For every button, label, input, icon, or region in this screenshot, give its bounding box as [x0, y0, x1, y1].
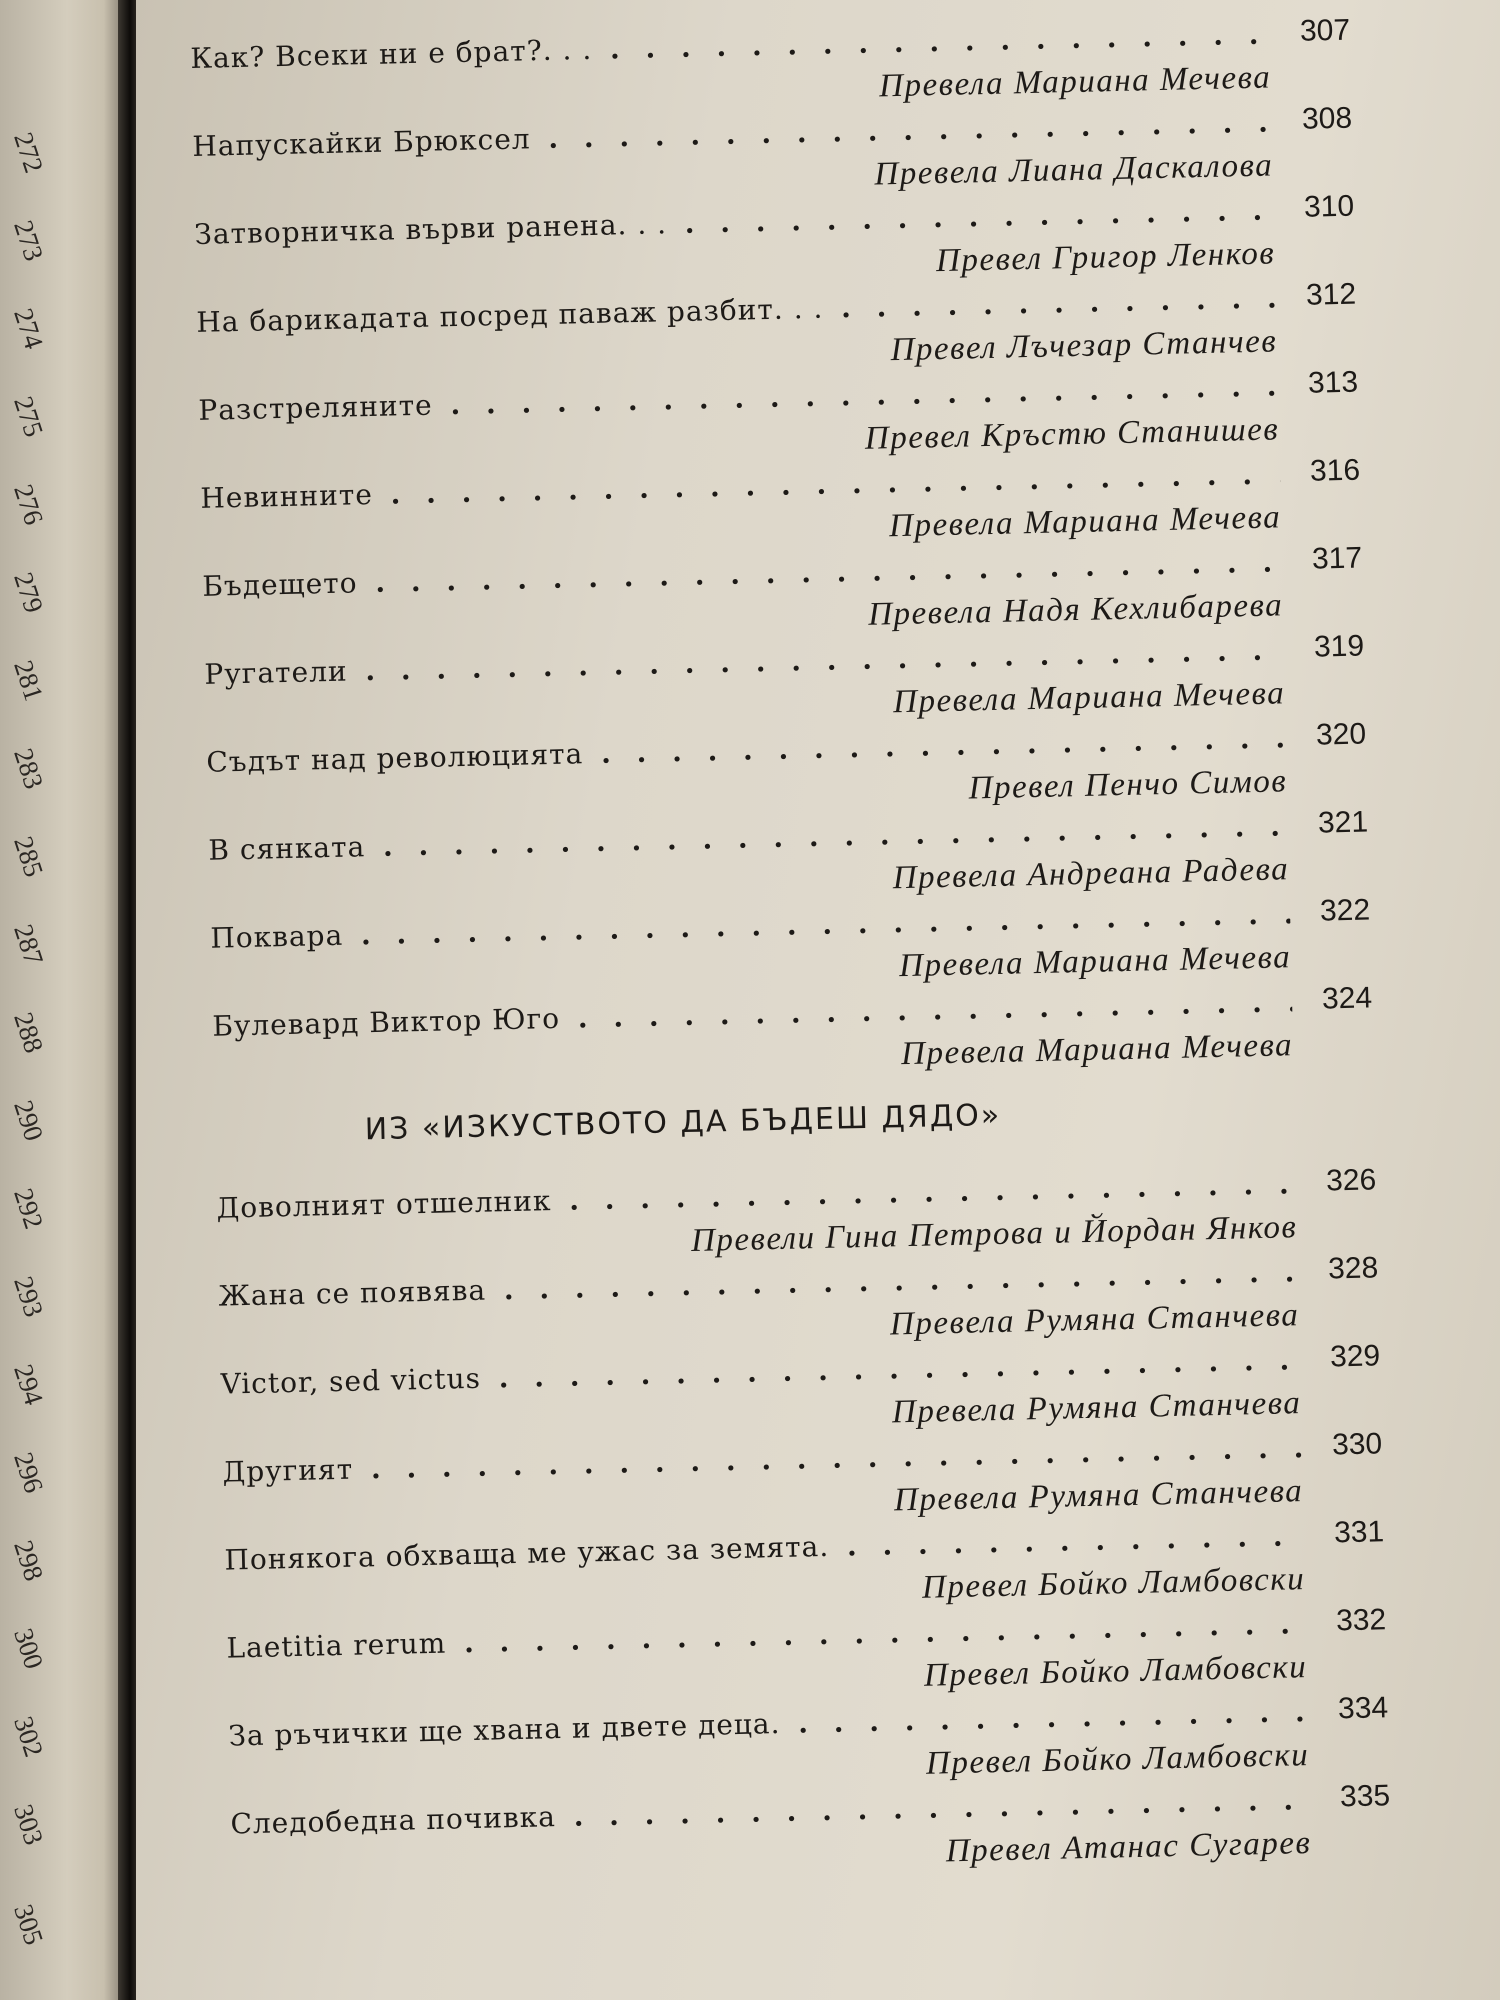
page-number: 322: [1319, 893, 1371, 928]
poem-title: Булевард Виктор Юго . . .: [212, 985, 1293, 1055]
translator-credit: Превел Бойко Ламбовски: [921, 1561, 1306, 1606]
left-page-number: 292: [8, 1184, 50, 1233]
left-page-number: 285: [8, 832, 50, 881]
page-number: 307: [1299, 13, 1351, 48]
translator-credit: Превела Андреана Радева: [892, 851, 1290, 897]
poem-title: Напускайки Брюксел . . .: [192, 105, 1273, 175]
poem-title: Следобедна почивка . . .: [230, 1783, 1311, 1853]
left-page-number: 302: [8, 1712, 50, 1761]
translator-credit: Превела Мариана Мечева: [888, 499, 1282, 545]
translator-credit: Превел Пенчо Симов: [968, 763, 1288, 807]
poem-title: В сянката . . .: [208, 809, 1289, 879]
page-number: 316: [1309, 453, 1361, 488]
left-page-number: 293: [8, 1272, 50, 1321]
translator-credit: Превел Бойко Ламбовски: [923, 1649, 1308, 1694]
poem-title: Ругатели . . .: [204, 633, 1285, 703]
left-page-number: 281: [8, 656, 50, 705]
poem-title: Понякога обхваща ме ужас за земята. . . .: [224, 1519, 1305, 1589]
poem-title: Разстреляните . . .: [198, 369, 1279, 439]
translator-credit: Превела Лиана Даскалова: [874, 147, 1274, 193]
left-page-number: 288: [8, 1008, 50, 1057]
left-page-number: 305: [8, 1900, 50, 1949]
translator-credit: Превели Гина Петрова и Йордан Янков: [690, 1209, 1298, 1259]
page-number: 331: [1333, 1515, 1385, 1550]
page-number: 310: [1303, 189, 1355, 224]
translator-credit: Превела Румяна Станчева: [889, 1297, 1300, 1343]
translator-credit: Превела Мариана Мечева: [892, 675, 1286, 721]
left-page-number: 276: [8, 480, 50, 529]
left-page-number: 294: [8, 1360, 50, 1409]
page-number: 326: [1325, 1163, 1377, 1198]
translator-credit: Превела Мариана Мечева: [900, 1027, 1294, 1073]
left-page-number: 290: [8, 1096, 50, 1145]
poem-title: Затворничка върви ранена. . . . . .: [194, 193, 1275, 263]
poem-title: На барикадата посред паваж разбит. . . . . .: [196, 281, 1277, 351]
translator-credit: Превела Румяна Станчева: [893, 1473, 1304, 1519]
section-heading: ИЗ «ИЗКУСТВОТО ДА БЪДЕШ ДЯДО»: [364, 1097, 1002, 1148]
page-number: 319: [1313, 629, 1365, 664]
page-number: 329: [1329, 1339, 1381, 1374]
left-page-number: 279: [8, 568, 50, 617]
left-page-edge: [0, 0, 122, 2000]
page-number: 312: [1305, 277, 1357, 312]
left-page-number: 275: [8, 392, 50, 441]
translator-credit: Превел Бойко Ламбовски: [925, 1737, 1310, 1782]
left-page-number: 283: [8, 744, 50, 793]
poem-title: Victor, sed victus . . .: [220, 1343, 1301, 1413]
poem-title: Laetitia rerum . . .: [226, 1607, 1307, 1677]
translator-credit: Превела Мариана Мечева: [878, 59, 1272, 105]
left-page-number: 274: [8, 304, 50, 353]
translator-credit: Превела Надя Кехлибарева: [867, 587, 1284, 633]
left-page-number: 272: [8, 128, 50, 177]
poem-title: За ръчички ще хвана и двете деца. . . .: [228, 1695, 1309, 1765]
translator-credit: Превел Кръстю Станишев: [864, 411, 1280, 457]
poem-title: Невинните . . .: [200, 457, 1281, 527]
left-page-number: 298: [8, 1536, 50, 1585]
page-number: 328: [1327, 1251, 1379, 1286]
table-of-contents: [190, 14, 1392, 1894]
left-page-number: 296: [8, 1448, 50, 1497]
left-page-number: 300: [8, 1624, 50, 1673]
page-number: 317: [1311, 541, 1363, 576]
right-page: [136, 0, 1500, 2000]
translator-credit: Превел Лъчезар Станчев: [890, 323, 1278, 369]
poem-title: Жана се появява . . .: [218, 1255, 1299, 1325]
page-number: 320: [1315, 717, 1367, 752]
page-number: 321: [1317, 805, 1369, 840]
poem-title: Съдът над революцията . . .: [206, 721, 1287, 791]
page-number: 335: [1339, 1779, 1391, 1814]
translator-credit: Превела Румяна Станчева: [891, 1385, 1302, 1431]
poem-title: Как? Всеки ни е брат?. . . . . .: [190, 17, 1271, 87]
page-number: 324: [1321, 981, 1373, 1016]
page-number: 332: [1335, 1603, 1387, 1638]
left-page-number: 287: [8, 920, 50, 969]
translator-credit: Превел Атанас Сугарев: [945, 1825, 1312, 1870]
left-page-number: 303: [8, 1800, 50, 1849]
page-number: 313: [1307, 365, 1359, 400]
page-number: 330: [1331, 1427, 1383, 1462]
left-page-number: 273: [8, 216, 50, 265]
poem-title: Бъдещето . . .: [202, 545, 1283, 615]
page-number: 334: [1337, 1691, 1389, 1726]
poem-title: Другият . . .: [222, 1431, 1303, 1501]
translator-credit: Превел Григор Ленков: [935, 235, 1276, 280]
poem-title: Поквара . . .: [210, 897, 1291, 967]
page-number: 308: [1301, 101, 1353, 136]
translator-credit: Превела Мариана Мечева: [898, 939, 1292, 985]
poem-title: Доволният отшелник . . .: [216, 1167, 1297, 1237]
